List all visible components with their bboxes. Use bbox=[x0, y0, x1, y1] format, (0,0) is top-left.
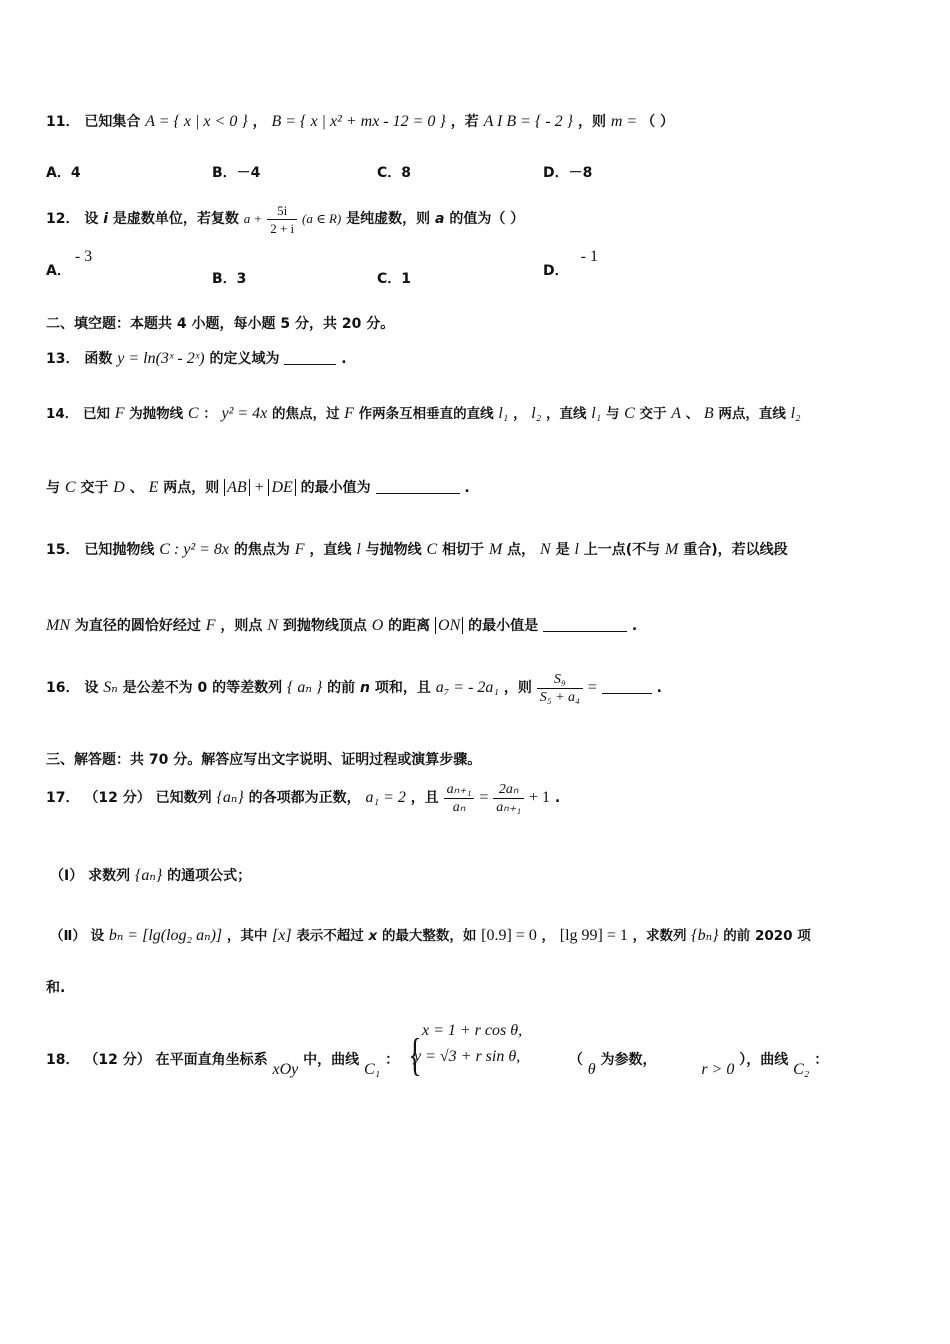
question-number: 14． bbox=[46, 406, 79, 422]
question-15-line-1: 15． 已知抛物线 C : y² = 8x 的焦点为 F ，直线 l 与抛物线 C 相切于 M 点， N 是 l 上一点(不与 M 重合)，若以线段 bbox=[46, 541, 788, 558]
abs-on: ON bbox=[435, 617, 463, 634]
parabola-c: C bbox=[187, 405, 199, 422]
complex-fraction bbox=[267, 202, 297, 237]
question-text: ，则 bbox=[577, 114, 606, 130]
answer-blank[interactable] bbox=[284, 350, 336, 365]
sequence-condition: a₇ = - 2a₁ bbox=[435, 679, 499, 696]
parabola-equation: C : y² = 8x bbox=[159, 541, 230, 558]
score-label: （12 分） bbox=[84, 790, 151, 806]
question-number: 16． bbox=[46, 680, 80, 696]
recurrence-rhs: $\frac{\text{2aₙ}}{\text{aₙ₊₁}}$ bbox=[493, 781, 524, 816]
set-b-expression: B = { x | x² + mx - 12 = 0 } bbox=[271, 113, 446, 130]
question-number: 15． bbox=[46, 542, 80, 558]
option-d: D．- 1 bbox=[543, 248, 598, 279]
section-heading-solutions: 三、解答题：共 70 分。解答应写出文字说明、证明过程或演算步骤。 bbox=[46, 752, 482, 768]
a-variable: a bbox=[435, 211, 445, 227]
answer-paren: （ ） bbox=[641, 114, 675, 130]
question-15-line-2: MN 为直径的圆恰好经过 F ，则点 N 到抛物线顶点 O 的距离 ON 的最小值是 . bbox=[46, 617, 638, 634]
question-17-part-2: （Ⅱ） 设 bₙ = [lg(log₂ aₙ)] ，其中 [x] 表示不超过 x 的最大整数，如 [0.9] = 0 ， [lg 99] = 1 ，求数列 {bₙ} 的前 2020 项 bbox=[50, 927, 811, 944]
abs-de: DE bbox=[268, 479, 295, 496]
option-c: C．1 bbox=[377, 271, 412, 287]
question-text: 的定义域为 bbox=[209, 351, 280, 367]
question-18: 18． （12 分） 在平面直角坐标系 xOy 中，曲线 C₁ ： { x = 1 + r cos θ, y = √3 + r sin θ, （ θ 为参数， r > 0 ），曲线 C₂ ： bbox=[46, 1034, 910, 1086]
section-heading-fill-blank: 二、填空题：本题共 4 小题，每小题 5 分，共 20 分。 bbox=[46, 316, 395, 332]
option-a: A．4 bbox=[46, 165, 81, 181]
parametric-system: { x = 1 + r cos θ, y = √3 + r sin θ, bbox=[404, 1034, 564, 1086]
question-number: 17． bbox=[46, 790, 80, 806]
param-eq-x: x = 1 + r cos θ, bbox=[421, 1022, 523, 1039]
domain-condition: (a ∈ R) bbox=[302, 211, 342, 226]
question-12 bbox=[46, 200, 910, 238]
option-b: B．3 bbox=[212, 271, 247, 287]
question-text: 设 bbox=[84, 211, 99, 227]
score-label: （12 分） bbox=[84, 1052, 151, 1068]
option-b: B．－4 bbox=[212, 165, 261, 181]
question-16: 16． 设 Sₙ 是公差不为 0 的等差数列 { aₙ } 的前 n 项和，且 a₇ = - 2a₁ ，则 $\frac{\text{S₉}}{\text{S₅ + a₄}}$ = . bbox=[46, 671, 662, 705]
question-number: 12． bbox=[46, 211, 80, 227]
answer-blank[interactable] bbox=[602, 679, 652, 694]
param-eq-y: y = √3 + r sin θ, bbox=[413, 1048, 521, 1065]
fraction-denominator: 2 + i bbox=[270, 220, 295, 236]
question-17-part-1: （Ⅰ） 求数列 {aₙ} 的通项公式； bbox=[50, 867, 252, 884]
question-text: 是纯虚数，则 bbox=[346, 211, 431, 227]
question-17-part-2-cont: 和. bbox=[46, 980, 66, 996]
intersection-condition: A I B = { - 2 } bbox=[483, 113, 574, 130]
question-text: ，若 bbox=[450, 114, 479, 130]
bn-definition: bₙ = [lg(log₂ aₙ)] bbox=[108, 927, 223, 944]
set-a-expression: A = { x | x < 0 } bbox=[145, 113, 248, 130]
answer-blank[interactable] bbox=[376, 479, 460, 494]
focus-f: F bbox=[114, 405, 125, 422]
complex-expression-prefix: a + bbox=[243, 211, 263, 226]
question-number: 13． bbox=[46, 351, 80, 367]
question-text: 是虚数单位，若复数 bbox=[112, 211, 239, 227]
abs-ab: AB bbox=[224, 479, 250, 496]
question-13 bbox=[46, 342, 910, 376]
punctuation: ， bbox=[252, 114, 267, 130]
parabola-equation: y² = 4x bbox=[221, 405, 268, 422]
sum-fraction: $\frac{\text{S₉}}{\text{S₅ + a₄}}$ bbox=[537, 671, 583, 706]
answer-blank[interactable] bbox=[543, 617, 627, 632]
question-number: 11． bbox=[46, 114, 80, 130]
question-17: 17． （12 分） 已知数列 {aₙ} 的各项都为正数， a₁ = 2 ，且 $\frac{\text{aₙ₊₁}}{\text{aₙ}}$ = $\frac{\text{2aₙ}}{\text{aₙ₊₁}}$ + 1 . bbox=[46, 781, 561, 815]
recurrence-lhs: $\frac{\text{aₙ₊₁}}{\text{aₙ}}$ bbox=[444, 781, 475, 816]
question-14-line-2: 与 C 交于 D 、 E 两点，则 AB + DE 的最小值为 . bbox=[46, 479, 470, 496]
option-a: A．- 3 bbox=[46, 248, 93, 279]
question-11 bbox=[46, 112, 910, 132]
fraction-numerator: 5i bbox=[267, 202, 297, 220]
option-d: D．－8 bbox=[543, 165, 593, 181]
question-text: 已知集合 bbox=[84, 114, 141, 130]
question-number: 18． bbox=[46, 1052, 80, 1068]
imaginary-unit: i bbox=[103, 211, 109, 227]
option-c: C．8 bbox=[377, 165, 412, 181]
question-text: 的值为（ ） bbox=[449, 211, 525, 227]
function-expression: y = ln(3ˣ - 2ˣ) bbox=[117, 350, 205, 367]
punctuation: . bbox=[341, 351, 347, 367]
question-14-line-1: 14． 已知 F 为抛物线 C ： y² = 4x 的焦点，过 F 作两条互相垂直的直线 l₁ ， l₂ ，直线 l₁ 与 C 交于 A 、 B 两点，直线 l₂ bbox=[46, 405, 801, 422]
question-text: 函数 bbox=[84, 351, 113, 367]
m-variable: m = bbox=[610, 113, 642, 130]
